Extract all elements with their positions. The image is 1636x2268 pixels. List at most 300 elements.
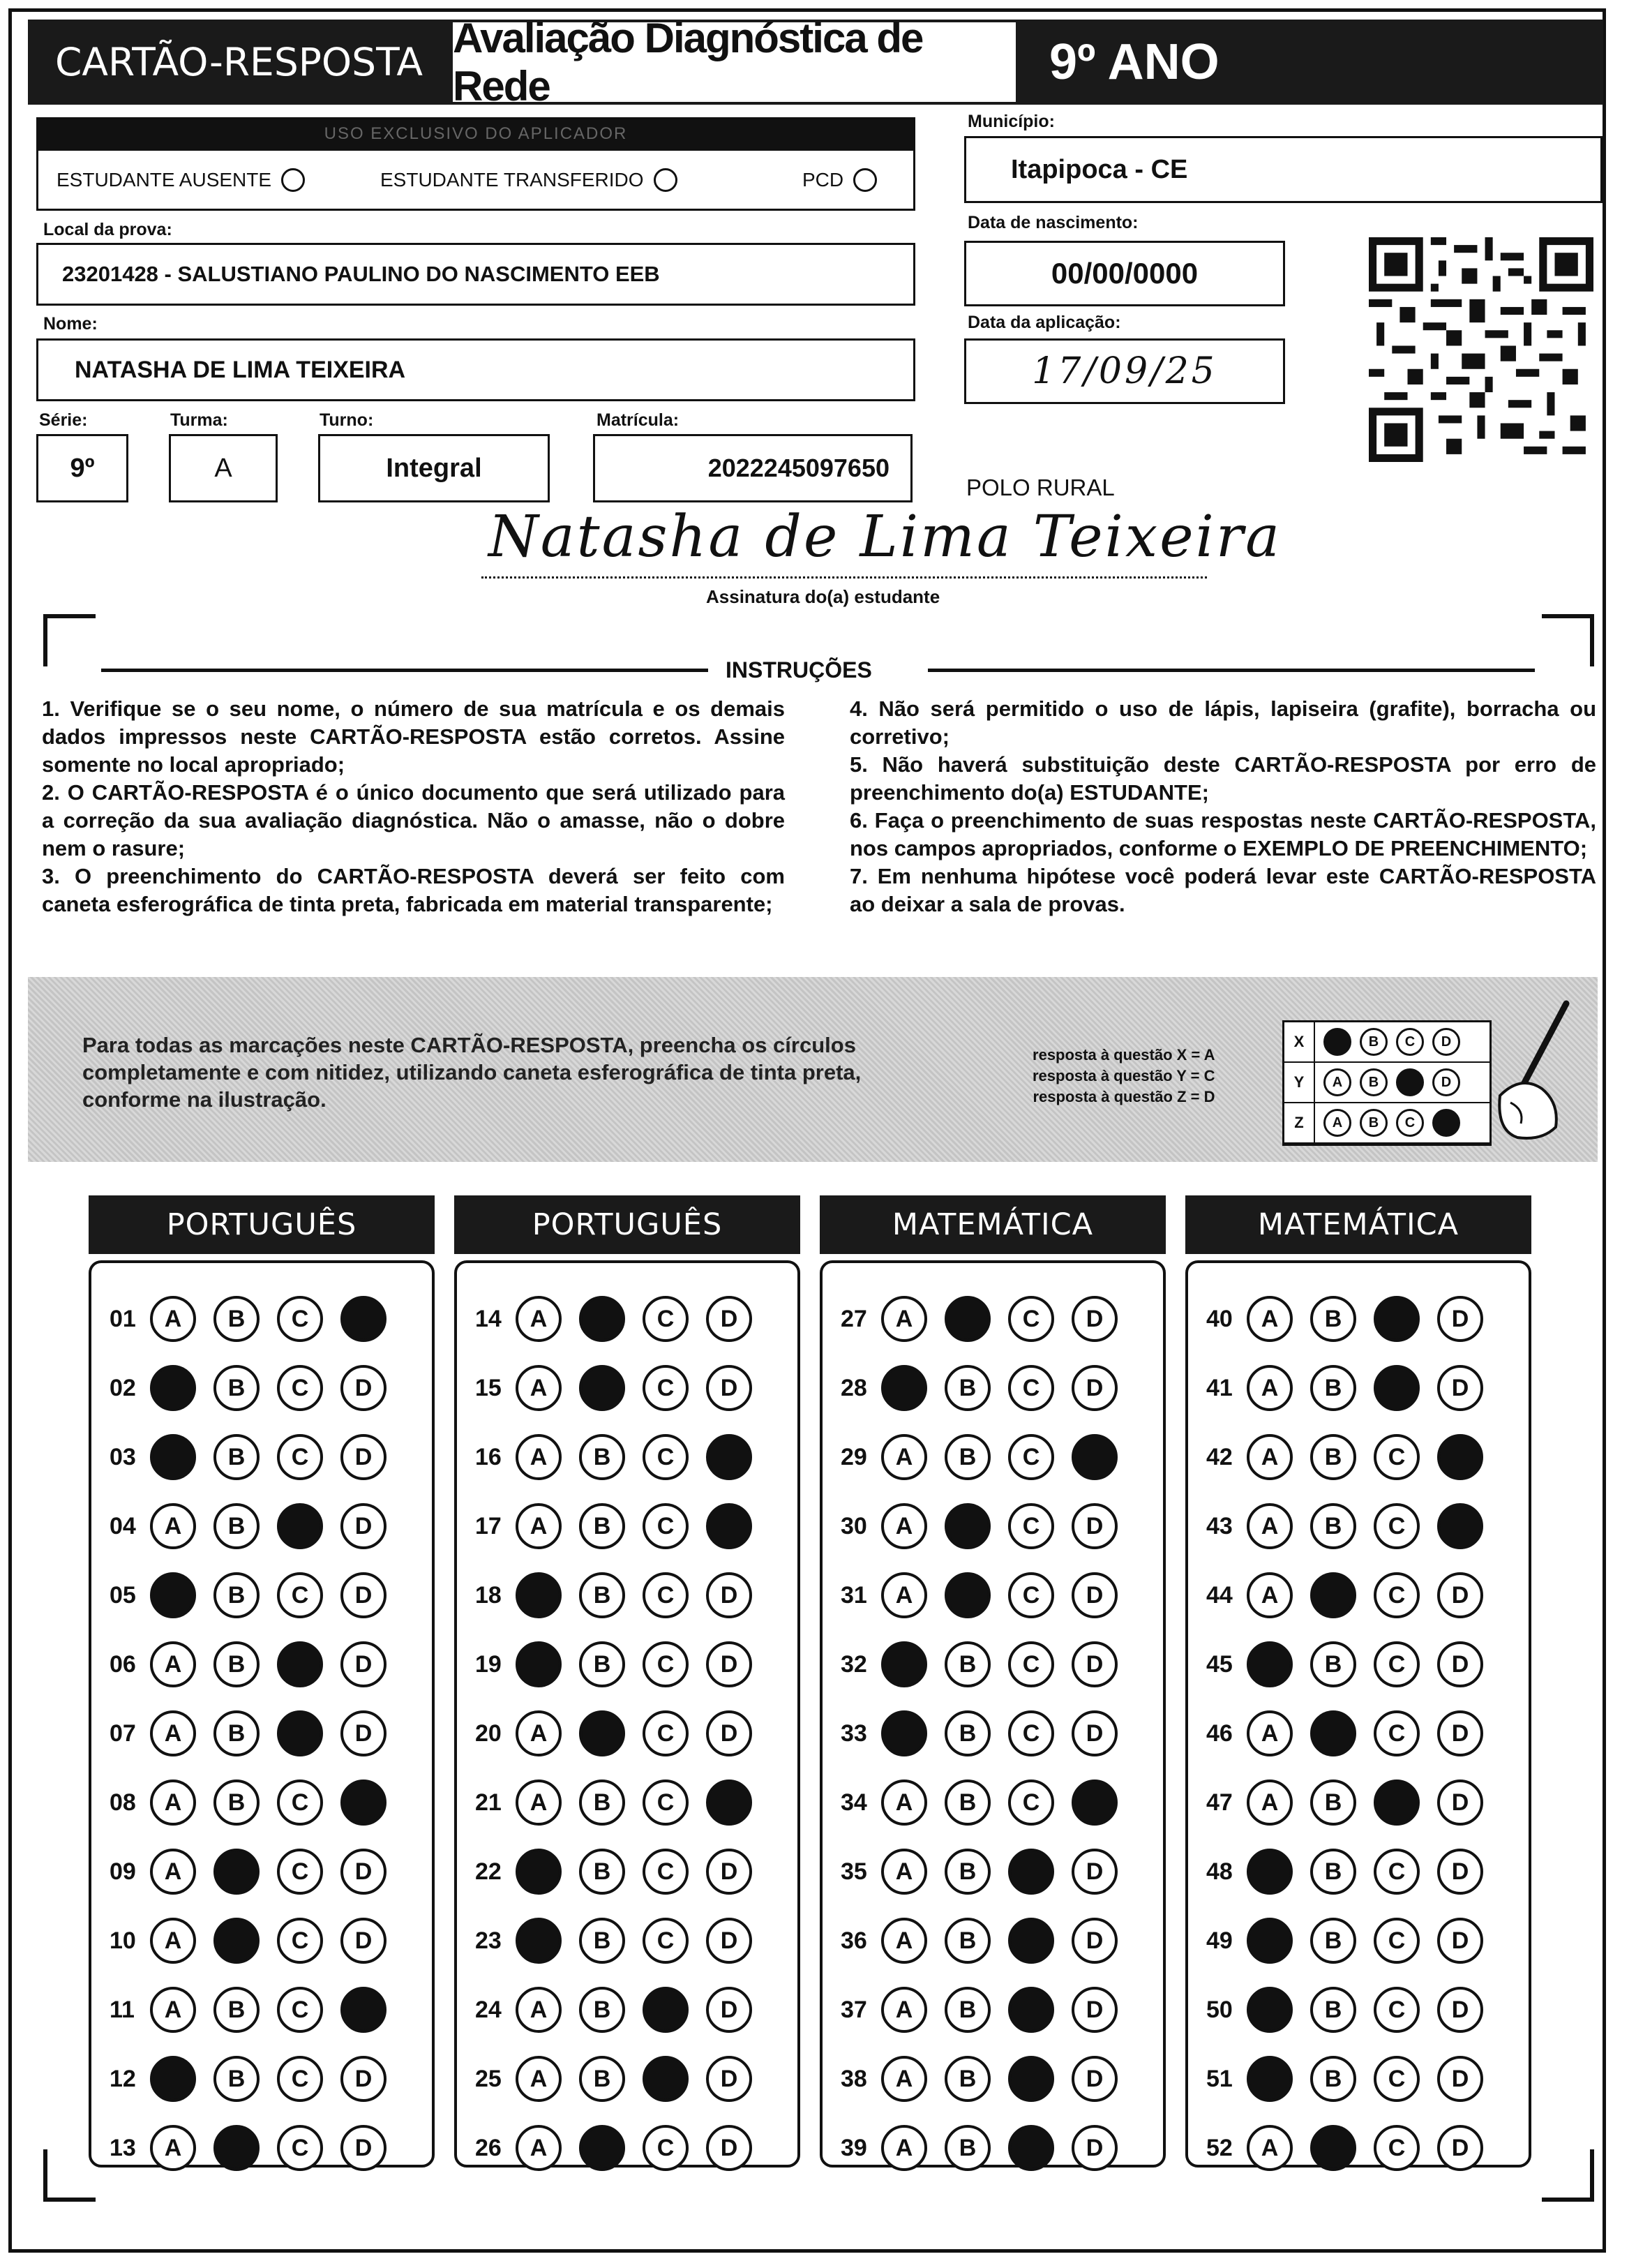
transferred-option[interactable] [380, 168, 677, 192]
question-row [841, 1913, 1135, 1969]
answer-bubble[interactable]: D [706, 1710, 752, 1756]
answer-bubble[interactable]: A [881, 1849, 927, 1895]
question-number: 25 [475, 2065, 502, 2092]
answer-bubble[interactable]: D [706, 1296, 752, 1342]
answer-bubble[interactable]: A [150, 1849, 196, 1895]
answer-bubble[interactable]: C [1008, 1503, 1054, 1549]
answer-bubble[interactable]: C [643, 1849, 689, 1895]
answer-bubble[interactable]: C [277, 1918, 323, 1964]
answer-bubble-filled[interactable] [881, 1710, 927, 1756]
answer-bubble[interactable]: A [1247, 1780, 1293, 1826]
question-row [1206, 2120, 1501, 2176]
question-number: 43 [1206, 1512, 1233, 1539]
aplicacao-field: 17/09/25 [964, 338, 1285, 404]
section-title: MATEMÁTICA [1185, 1195, 1531, 1254]
answer-bubble[interactable]: B [579, 1434, 625, 1480]
answer-bubble-filled[interactable] [1374, 1780, 1420, 1826]
example-row-key: Z [1284, 1103, 1315, 1142]
signature-line [481, 576, 1207, 579]
answer-bubble[interactable]: D [1072, 2056, 1118, 2102]
answer-bubble[interactable]: D [1437, 1987, 1483, 2033]
answer-bubble-filled[interactable] [579, 2125, 625, 2171]
answer-bubble-filled[interactable] [1247, 1849, 1293, 1895]
answer-bubble-filled[interactable] [881, 1641, 927, 1687]
question-row [475, 1636, 770, 1692]
answer-bubble-filled[interactable] [706, 1434, 752, 1480]
answer-bubble-filled[interactable] [579, 1365, 625, 1411]
answer-bubble[interactable]: D [340, 1365, 387, 1411]
question-row [110, 1429, 404, 1485]
answer-bubble[interactable]: C [277, 2056, 323, 2102]
answer-bubble-filled[interactable] [643, 1987, 689, 2033]
pcd-option[interactable] [802, 168, 877, 192]
matricula-field: 2022245097650 [593, 434, 913, 502]
answer-bubble[interactable]: D [340, 1849, 387, 1895]
answer-bubble[interactable]: B [579, 1780, 625, 1826]
answer-bubble[interactable]: B [213, 1503, 260, 1549]
answer-bubble-filled[interactable] [1374, 1365, 1420, 1411]
answer-bubble[interactable]: A [516, 1503, 562, 1549]
answer-bubble-filled[interactable] [1437, 1434, 1483, 1480]
answer-bubble[interactable]: B [945, 1780, 991, 1826]
answer-bubble[interactable]: A [881, 1780, 927, 1826]
answer-bubble[interactable]: A [1247, 2125, 1293, 2171]
answer-bubble-filled[interactable] [213, 2125, 260, 2171]
answer-bubble[interactable]: B [579, 1918, 625, 1964]
answer-bubble[interactable]: B [213, 1641, 260, 1687]
answer-bubble-filled[interactable] [643, 2056, 689, 2102]
answer-bubble[interactable]: B [213, 1710, 260, 1756]
answer-bubble[interactable]: A [150, 1710, 196, 1756]
answer-bubble-filled[interactable] [1374, 1296, 1420, 1342]
answer-bubble[interactable]: B [945, 1434, 991, 1480]
answer-bubble[interactable]: A [516, 1780, 562, 1826]
answer-bubble-filled[interactable] [706, 1503, 752, 1549]
answer-bubble-filled[interactable] [340, 1780, 387, 1826]
question-number: 22 [475, 1858, 502, 1885]
answer-bubble-filled[interactable] [1008, 1849, 1054, 1895]
question-row [475, 1982, 770, 2038]
answer-bubble[interactable]: D [1072, 1849, 1118, 1895]
answer-bubble[interactable]: D [1072, 2125, 1118, 2171]
answer-bubble-filled[interactable] [277, 1503, 323, 1549]
answer-bubble[interactable]: D [1072, 1572, 1118, 1618]
nascimento-label: Data de nascimento: [968, 213, 1139, 232]
answer-bubble-filled[interactable] [1247, 1918, 1293, 1964]
answer-bubble[interactable]: D [1072, 1987, 1118, 2033]
corner-bottom-right [1542, 2149, 1594, 2202]
example-bubble: A [1323, 1068, 1351, 1096]
instruction-2: 2. O CARTÃO-RESPOSTA é o único documento que será utilizado para a correção da sua avaliação diagnóstica. Não o amasse, não o dobre nem o rasure; [42, 780, 785, 860]
answer-bubble-filled[interactable] [945, 1503, 991, 1549]
answer-bubble[interactable]: A [881, 2125, 927, 2171]
answer-bubble[interactable]: C [1374, 1849, 1420, 1895]
question-number: 49 [1206, 1927, 1233, 1954]
aplicador-box [36, 151, 915, 211]
answer-bubble[interactable]: D [1437, 2125, 1483, 2171]
answer-bubble-filled[interactable] [213, 1849, 260, 1895]
question-row [841, 1291, 1135, 1347]
answer-bubble[interactable]: D [1437, 1849, 1483, 1895]
answer-bubble[interactable]: D [1437, 1365, 1483, 1411]
answer-bubble[interactable]: C [1008, 1710, 1054, 1756]
answer-bubble[interactable]: C [1374, 1641, 1420, 1687]
answer-bubble[interactable]: A [881, 1918, 927, 1964]
polo-label: POLO RURAL [966, 475, 1115, 500]
answer-bubble[interactable]: A [881, 1434, 927, 1480]
answer-bubble[interactable]: C [277, 1365, 323, 1411]
answer-bubble[interactable]: B [213, 1572, 260, 1618]
answer-bubble[interactable]: D [340, 1503, 387, 1549]
answer-bubble[interactable]: B [579, 1641, 625, 1687]
answer-bubble[interactable]: A [516, 1434, 562, 1480]
answer-bubble[interactable]: D [1437, 1918, 1483, 1964]
answer-bubble[interactable]: A [516, 1365, 562, 1411]
answer-bubble[interactable]: B [945, 1641, 991, 1687]
answer-bubble[interactable]: A [881, 1296, 927, 1342]
turno-field: Integral [318, 434, 550, 502]
answer-bubble-filled[interactable] [1008, 2125, 1054, 2171]
answer-bubble[interactable]: C [277, 1780, 323, 1826]
answer-bubble[interactable]: C [643, 1918, 689, 1964]
answer-bubble[interactable]: B [945, 1710, 991, 1756]
answer-bubble[interactable]: D [706, 1572, 752, 1618]
question-row [1206, 1636, 1501, 1692]
answer-bubble[interactable]: B [945, 1849, 991, 1895]
answer-bubble[interactable]: A [1247, 1710, 1293, 1756]
answer-bubble[interactable]: B [945, 1918, 991, 1964]
turno-label: Turno: [320, 410, 374, 430]
answer-bubble[interactable]: A [516, 2056, 562, 2102]
question-row [110, 2051, 404, 2107]
question-row [1206, 1429, 1501, 1485]
answer-bubble[interactable]: D [1437, 1296, 1483, 1342]
answer-bubble[interactable]: B [1310, 1849, 1356, 1895]
answer-bubble[interactable]: D [1072, 1710, 1118, 1756]
example-answer-x: resposta à questão X = A [1033, 1046, 1215, 1064]
answer-bubble[interactable]: C [643, 1641, 689, 1687]
answer-bubble[interactable]: A [150, 1780, 196, 1826]
answer-bubble[interactable]: A [516, 1296, 562, 1342]
question-row [841, 2120, 1135, 2176]
question-number: 27 [841, 1305, 867, 1332]
answer-bubble-filled[interactable] [1310, 1572, 1356, 1618]
answer-bubble[interactable]: C [1008, 1296, 1054, 1342]
answer-bubble[interactable]: D [706, 1987, 752, 2033]
answer-bubble[interactable]: A [150, 1296, 196, 1342]
pcd-bubble[interactable] [853, 168, 877, 192]
answer-bubble-filled[interactable] [579, 1296, 625, 1342]
example-bubble: D [1432, 1028, 1460, 1056]
answer-bubble[interactable]: D [1437, 1780, 1483, 1826]
answer-bubble[interactable]: C [1374, 1572, 1420, 1618]
answer-bubble[interactable]: B [945, 2056, 991, 2102]
aplicacao-label: Data da aplicação: [968, 313, 1121, 332]
answer-bubble[interactable]: D [340, 1918, 387, 1964]
answer-bubble[interactable]: C [277, 1849, 323, 1895]
question-number: 32 [841, 1650, 867, 1678]
answer-bubble[interactable]: B [945, 2125, 991, 2171]
question-row [1206, 1291, 1501, 1347]
answer-bubble[interactable]: C [1008, 1780, 1054, 1826]
answer-bubble[interactable]: D [340, 2056, 387, 2102]
answer-bubble[interactable]: A [1247, 1434, 1293, 1480]
question-number: 42 [1206, 1443, 1233, 1470]
answer-bubble[interactable]: A [150, 1503, 196, 1549]
answer-bubble[interactable]: D [1437, 1710, 1483, 1756]
answer-bubble[interactable]: B [579, 1503, 625, 1549]
answer-bubble[interactable]: B [1310, 1641, 1356, 1687]
answer-bubble[interactable]: C [1374, 1987, 1420, 2033]
answer-bubble[interactable]: A [881, 1572, 927, 1618]
answer-bubble[interactable]: A [1247, 1503, 1293, 1549]
answer-bubble-filled[interactable] [1310, 2125, 1356, 2171]
section-column [820, 1260, 1166, 2168]
question-number: 33 [841, 1719, 867, 1747]
question-row [475, 1913, 770, 1969]
answer-bubble[interactable]: A [150, 1918, 196, 1964]
answer-bubble[interactable]: D [340, 2125, 387, 2171]
answer-bubble[interactable]: B [945, 1987, 991, 2033]
question-number: 24 [475, 1996, 502, 2023]
answer-bubble[interactable]: B [1310, 1296, 1356, 1342]
answer-bubble[interactable]: C [643, 1503, 689, 1549]
answer-bubble-filled[interactable] [1247, 1987, 1293, 2033]
instruction-3: 3. O preenchimento do CARTÃO-RESPOSTA deverá ser feito com caneta esferográfica de tinta preta, fabricada em material transparente; [42, 864, 785, 916]
question-row [1206, 1982, 1501, 2038]
question-row [110, 1775, 404, 1830]
pen-hand-icon [1493, 998, 1577, 1144]
answer-bubble[interactable]: A [150, 2125, 196, 2171]
answer-bubble[interactable]: D [340, 1641, 387, 1687]
example-grid [1282, 1020, 1492, 1146]
answer-bubble[interactable]: C [277, 1296, 323, 1342]
answer-bubble[interactable]: A [516, 2125, 562, 2171]
answer-bubble[interactable]: C [277, 2125, 323, 2171]
answer-bubble[interactable]: D [706, 1365, 752, 1411]
answer-bubble[interactable]: C [643, 1572, 689, 1618]
instruction-4: 4. Não será permitido o uso de lápis, lapiseira (grafite), borracha ou corretivo; [850, 696, 1596, 749]
answer-bubble[interactable]: B [1310, 1434, 1356, 1480]
answer-bubble[interactable]: D [1437, 2056, 1483, 2102]
answer-bubble[interactable]: A [516, 1987, 562, 2033]
question-number: 05 [110, 1581, 136, 1609]
answer-bubble-filled[interactable] [1072, 1780, 1118, 1826]
question-row [1206, 1706, 1501, 1761]
answer-bubble-filled[interactable] [277, 1641, 323, 1687]
answer-bubble-filled[interactable] [881, 1365, 927, 1411]
answer-bubble[interactable]: B [213, 1780, 260, 1826]
answer-bubble[interactable]: C [277, 1434, 323, 1480]
answer-bubble[interactable]: A [881, 2056, 927, 2102]
answer-bubble[interactable]: C [1374, 1918, 1420, 1964]
answer-bubble[interactable]: A [1247, 1296, 1293, 1342]
corner-top-right [1542, 614, 1594, 666]
answer-bubble[interactable]: C [643, 2125, 689, 2171]
answer-bubble-filled[interactable] [516, 1849, 562, 1895]
answer-bubble[interactable]: D [1072, 1641, 1118, 1687]
answer-bubble[interactable]: C [277, 1987, 323, 2033]
answer-bubble-filled[interactable] [1008, 2056, 1054, 2102]
answer-bubble[interactable]: D [1072, 1918, 1118, 1964]
question-number: 04 [110, 1512, 136, 1539]
question-number: 48 [1206, 1858, 1233, 1885]
question-number: 36 [841, 1927, 867, 1954]
question-row [841, 1844, 1135, 1900]
answer-bubble[interactable]: B [1310, 1365, 1356, 1411]
answer-bubble[interactable]: C [643, 1710, 689, 1756]
answer-bubble[interactable]: C [1374, 1710, 1420, 1756]
question-number: 10 [110, 1927, 136, 1954]
answer-bubble-filled[interactable] [277, 1710, 323, 1756]
answer-bubble[interactable]: C [1008, 1572, 1054, 1618]
answer-bubble[interactable]: C [1374, 1434, 1420, 1480]
instructions-title: INSTRUÇÕES [726, 657, 872, 682]
example-bubble-filled [1323, 1028, 1351, 1056]
answer-bubble[interactable]: C [1374, 2056, 1420, 2102]
answer-bubble[interactable]: B [213, 1987, 260, 2033]
answer-bubble[interactable]: B [945, 1365, 991, 1411]
question-row [475, 2051, 770, 2107]
question-row [110, 1636, 404, 1692]
answer-bubble[interactable]: B [213, 2056, 260, 2102]
answer-bubble-filled[interactable] [1310, 1710, 1356, 1756]
answer-bubble[interactable]: D [1072, 1365, 1118, 1411]
question-number: 31 [841, 1581, 867, 1609]
matricula-label: Matrícula: [596, 410, 680, 430]
answer-bubble-filled[interactable] [706, 1780, 752, 1826]
answer-bubble-filled[interactable] [1008, 1987, 1054, 2033]
answer-bubble[interactable]: A [881, 1987, 927, 2033]
answer-bubble-filled[interactable] [150, 1434, 196, 1480]
answer-bubble-filled[interactable] [945, 1296, 991, 1342]
answer-bubble[interactable]: B [213, 1365, 260, 1411]
question-row [110, 1706, 404, 1761]
answer-bubble[interactable]: C [643, 1296, 689, 1342]
answer-bubble-filled[interactable] [1247, 2056, 1293, 2102]
answer-bubble[interactable]: A [881, 1503, 927, 1549]
answer-bubble-filled[interactable] [340, 1987, 387, 2033]
answer-bubble-filled[interactable] [1247, 1641, 1293, 1687]
question-number: 52 [1206, 2134, 1233, 2161]
question-number: 18 [475, 1581, 502, 1609]
answer-bubble-filled[interactable] [1072, 1434, 1118, 1480]
answer-bubble-filled[interactable] [579, 1710, 625, 1756]
question-row [841, 1706, 1135, 1761]
answer-bubble[interactable]: D [1072, 1296, 1118, 1342]
answer-bubble-filled[interactable] [150, 1365, 196, 1411]
answer-bubble[interactable]: B [579, 2056, 625, 2102]
answer-bubble-filled[interactable] [516, 1918, 562, 1964]
example-bubble: A [1323, 1109, 1351, 1137]
answer-bubble[interactable]: B [1310, 1918, 1356, 1964]
answer-bubble[interactable]: C [1374, 1503, 1420, 1549]
answer-bubble[interactable]: B [213, 1434, 260, 1480]
instruction-1: 1. Verifique se o seu nome, o número de sua matrícula e os demais dados impressos neste CARTÃO-RESPOSTA estão corretos. Assine somente no local apropriado; [42, 696, 785, 777]
question-number: 20 [475, 1719, 502, 1747]
answer-bubble-filled[interactable] [340, 1296, 387, 1342]
answer-bubble[interactable]: B [579, 1849, 625, 1895]
answer-bubble[interactable]: B [1310, 1503, 1356, 1549]
answer-bubble-filled[interactable] [1437, 1503, 1483, 1549]
instructions-rule-right [928, 669, 1535, 672]
section-title: PORTUGUÊS [454, 1195, 800, 1254]
answer-bubble[interactable]: D [340, 1434, 387, 1480]
instructions-right [850, 695, 1596, 918]
answer-bubble[interactable]: B [1310, 2056, 1356, 2102]
answer-bubble[interactable]: C [643, 1365, 689, 1411]
answer-bubble[interactable]: D [1072, 1503, 1118, 1549]
answer-bubble[interactable]: B [579, 1572, 625, 1618]
answer-bubble[interactable]: C [643, 1780, 689, 1826]
answer-bubble-filled[interactable] [150, 2056, 196, 2102]
question-number: 23 [475, 1927, 502, 1954]
answer-bubble[interactable]: D [706, 2056, 752, 2102]
transferred-bubble[interactable] [654, 168, 677, 192]
instruction-6: 6. Faça o preenchimento de suas respostas neste CARTÃO-RESPOSTA, nos campos apropriados, conforme o EXEMPLO DE PREENCHIMENTO; [850, 808, 1596, 860]
answer-bubble-filled[interactable] [1008, 1918, 1054, 1964]
turma-field: A [169, 434, 278, 502]
serie-field: 9º [36, 434, 128, 502]
answer-bubble[interactable]: A [150, 1641, 196, 1687]
answer-bubble[interactable]: D [340, 1572, 387, 1618]
answer-bubble[interactable]: D [706, 1641, 752, 1687]
answer-bubble[interactable]: C [1008, 1365, 1054, 1411]
answer-bubble[interactable]: D [340, 1710, 387, 1756]
answer-bubble[interactable]: D [706, 1849, 752, 1895]
question-number: 14 [475, 1305, 502, 1332]
answer-bubble-filled[interactable] [516, 1641, 562, 1687]
question-row [841, 1498, 1135, 1554]
local-field: 23201428 - SALUSTIANO PAULINO DO NASCIMENTO EEB [36, 243, 915, 306]
example-bubble: D [1432, 1068, 1460, 1096]
answer-bubble[interactable]: C [643, 1434, 689, 1480]
answer-bubble-filled[interactable] [945, 1572, 991, 1618]
absent-bubble[interactable] [281, 168, 305, 192]
example-row-key: X [1284, 1022, 1315, 1061]
answer-bubble[interactable]: D [1437, 1572, 1483, 1618]
transferred-label: ESTUDANTE TRANSFERIDO [380, 168, 644, 191]
section-title: PORTUGUÊS [89, 1195, 435, 1254]
answer-bubble-filled[interactable] [516, 1572, 562, 1618]
question-number: 47 [1206, 1789, 1233, 1816]
answer-bubble[interactable]: A [516, 1710, 562, 1756]
answer-bubble[interactable]: A [150, 1987, 196, 2033]
answer-bubble[interactable]: C [1008, 1434, 1054, 1480]
answer-bubble[interactable]: C [277, 1572, 323, 1618]
answer-bubble[interactable]: C [1374, 2125, 1420, 2171]
answer-bubble[interactable]: A [1247, 1572, 1293, 1618]
question-number: 40 [1206, 1305, 1233, 1332]
answer-bubble[interactable]: D [706, 2125, 752, 2171]
answer-bubble[interactable]: D [1437, 1641, 1483, 1687]
question-row [841, 1775, 1135, 1830]
answer-bubble[interactable]: C [1008, 1641, 1054, 1687]
question-row [475, 1775, 770, 1830]
answer-bubble[interactable]: A [1247, 1365, 1293, 1411]
answer-bubble-filled[interactable] [213, 1918, 260, 1964]
question-row [110, 1498, 404, 1554]
answer-bubble[interactable]: B [1310, 1780, 1356, 1826]
absent-option[interactable] [57, 168, 305, 192]
grade-title: 9º ANO [1019, 20, 1603, 105]
answer-bubble[interactable]: B [213, 1296, 260, 1342]
answer-bubble-filled[interactable] [150, 1572, 196, 1618]
question-row [1206, 1360, 1501, 1416]
answer-bubble[interactable]: B [1310, 1987, 1356, 2033]
answer-bubble[interactable]: B [579, 1987, 625, 2033]
answer-bubble[interactable]: D [706, 1918, 752, 1964]
